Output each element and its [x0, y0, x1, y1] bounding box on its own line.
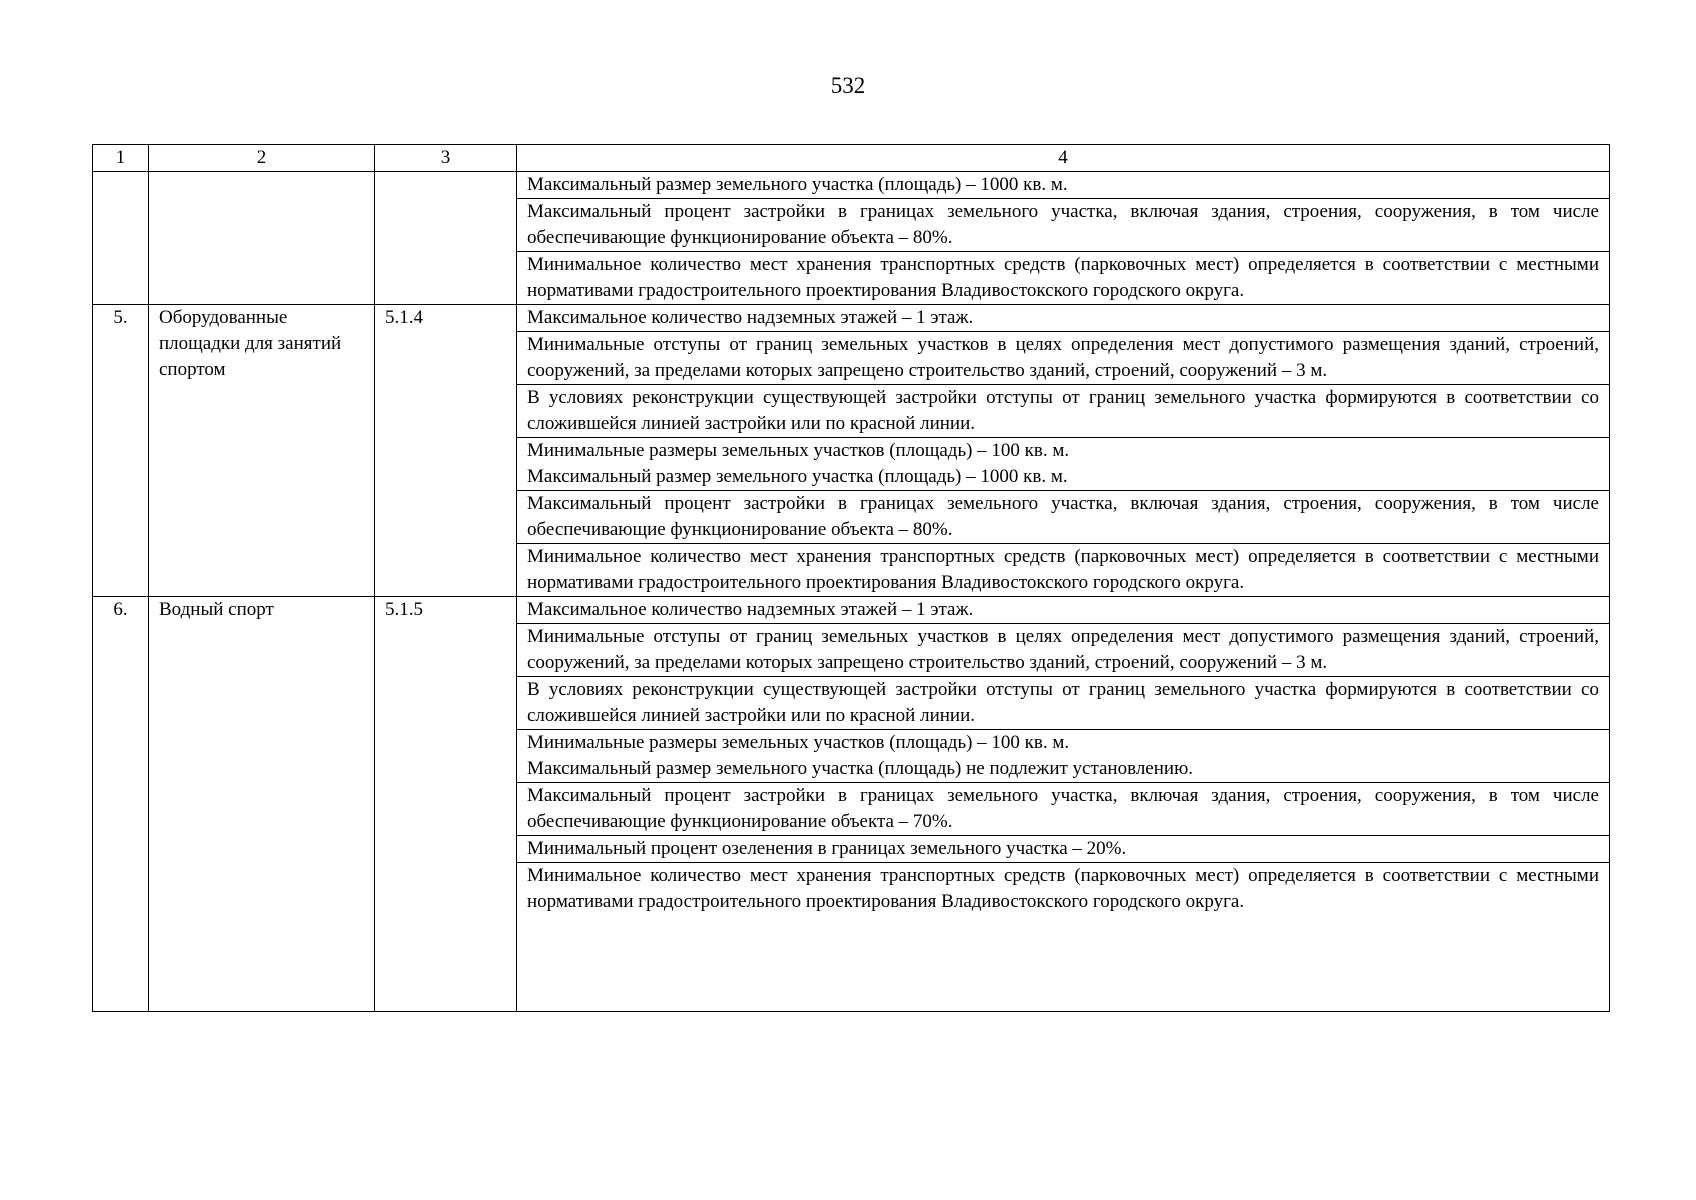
row-number-cell — [93, 172, 149, 305]
header-col-3: 3 — [375, 145, 517, 172]
param-cell: Минимальные отступы от границ земельных участков в целях определения мест допустимого размещения зданий, строений, сооружений, за пределами которых запрещено строительство зданий, строений, сооружений – 3 м. — [517, 332, 1610, 385]
param-cell: Максимальный размер земельного участка (площадь) – 1000 кв. м. — [517, 172, 1610, 199]
param-line: Минимальные размеры земельных участков (площадь) – 100 кв. м. — [527, 732, 1070, 753]
row-name-cell: Оборудованные площадки для занятий спортом — [149, 305, 375, 597]
header-col-1: 1 — [93, 145, 149, 172]
row-number-cell: 5. — [93, 305, 149, 597]
param-cell: Минимальное количество мест хранения транспортных средств (парковочных мест) определяется в соответствии с местными нормативами градостроительного проектирования Владивостокского городского округа. — [517, 863, 1610, 1012]
row-code-cell: 5.1.5 — [375, 597, 517, 1012]
regulations-table — [92, 144, 1610, 1012]
table-row — [93, 597, 1610, 624]
header-col-4: 4 — [517, 145, 1610, 172]
param-cell: Максимальное количество надземных этажей – 1 этаж. — [517, 597, 1610, 624]
page-number: 532 — [830, 73, 866, 98]
param-cell — [517, 438, 1610, 491]
param-cell: Минимальный процент озеленения в границах земельного участка – 20%. — [517, 836, 1610, 863]
param-line: Минимальные размеры земельных участков (площадь) – 100 кв. м. — [527, 440, 1070, 461]
row-number-cell: 6. — [93, 597, 149, 1012]
param-cell: Минимальное количество мест хранения транспортных средств (парковочных мест) определяется в соответствии с местными нормативами градостроительного проектирования Владивостокского городского округа. — [517, 544, 1610, 597]
param-cell: Максимальный процент застройки в границах земельного участка, включая здания, строения, сооружения, в том числе обеспечивающие функционирование объекта – 80%. — [517, 491, 1610, 544]
param-cell: Минимальное количество мест хранения транспортных средств (парковочных мест) определяется в соответствии с местными нормативами градостроительного проектирования Владивостокского городского округа. — [517, 252, 1610, 305]
param-cell: Максимальный процент застройки в границах земельного участка, включая здания, строения, сооружения, в том числе обеспечивающие функционирование объекта – 70%. — [517, 783, 1610, 836]
param-cell: Максимальное количество надземных этажей – 1 этаж. — [517, 305, 1610, 332]
param-cell: В условиях реконструкции существующей застройки отступы от границ земельного участка формируются в соответствии со сложившейся линией застройки или по красной линии. — [517, 385, 1610, 438]
header-col-2: 2 — [149, 145, 375, 172]
param-cell: Минимальные отступы от границ земельных участков в целях определения мест допустимого размещения зданий, строений, сооружений, за пределами которых запрещено строительство зданий, строений, сооружений – 3 м. — [517, 624, 1610, 677]
table-row — [93, 305, 1610, 332]
table-row — [93, 172, 1610, 199]
param-cell — [517, 730, 1610, 783]
param-cell: Максимальный процент застройки в границах земельного участка, включая здания, строения, сооружения, в том числе обеспечивающие функционирование объекта – 80%. — [517, 199, 1610, 252]
row-code-cell: 5.1.4 — [375, 305, 517, 597]
param-cell: В условиях реконструкции существующей застройки отступы от границ земельного участка формируются в соответствии со сложившейся линией застройки или по красной линии. — [517, 677, 1610, 730]
param-line: Максимальный размер земельного участка (площадь) – 1000 кв. м. — [527, 466, 1068, 487]
row-name-cell — [149, 172, 375, 305]
table-header-row — [93, 145, 1610, 172]
param-line: Максимальный размер земельного участка (площадь) не подлежит установлению. — [527, 758, 1194, 779]
row-code-cell — [375, 172, 517, 305]
row-name-cell: Водный спорт — [149, 597, 375, 1012]
